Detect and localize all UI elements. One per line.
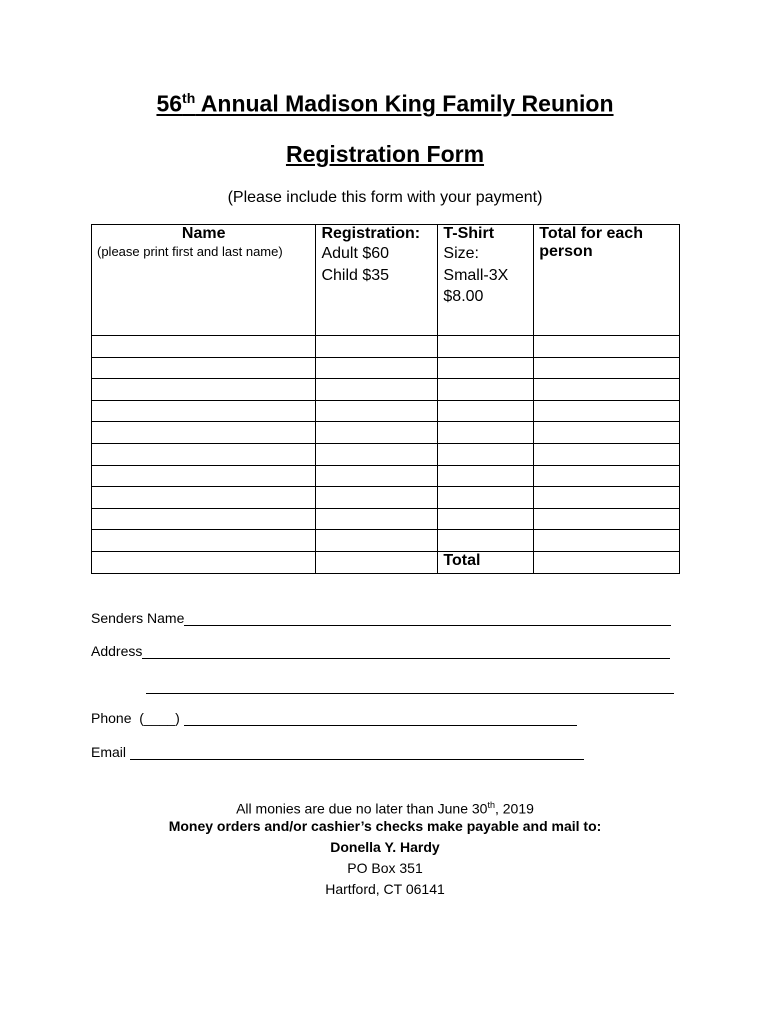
total-label-cell [438,551,534,573]
address-line-1[interactable] [142,644,670,659]
phone-field[interactable] [91,710,577,726]
payee-po-box: PO Box 351 [347,860,423,876]
email-field[interactable] [91,744,584,760]
address-field[interactable] [91,643,670,659]
name-cell[interactable] [92,336,316,358]
payee-name: Donella Y. Hardy [330,839,440,855]
phone-area-code[interactable]: (____) [139,710,180,726]
tshirt-cell[interactable] [438,465,534,487]
registration-table [91,224,680,574]
address-line-2[interactable] [146,679,674,694]
table-row [92,465,680,487]
name-cell[interactable] [92,422,316,444]
senders-name-label: Senders Name [91,610,185,626]
phone-line[interactable] [184,711,577,726]
table-row [92,336,680,358]
registration-cell[interactable] [316,336,438,358]
total-header-line1: Total for each [539,225,643,242]
person-total-cell[interactable] [534,400,680,422]
registration-cell[interactable] [316,530,438,552]
name-cell[interactable] [92,508,316,530]
person-total-cell[interactable] [534,443,680,465]
total-row-name-cell [92,551,316,573]
tshirt-cell[interactable] [438,508,534,530]
tshirt-cell[interactable] [438,487,534,509]
tshirt-cell[interactable] [438,422,534,444]
child-price: Child $35 [321,266,390,284]
table-header-row [92,225,680,336]
tshirt-cell[interactable] [438,379,534,401]
address-line-2-field[interactable] [146,678,674,694]
tshirt-header-cell [438,225,534,336]
payment-note: (Please include this form with your payment) [227,189,543,206]
adult-price: Adult $60 [321,245,390,262]
table-row [92,400,680,422]
total-label: Total [443,551,481,569]
registration-header-cell [316,225,438,336]
person-total-cell[interactable] [534,508,680,530]
name-cell[interactable] [92,400,316,422]
name-cell[interactable] [92,487,316,509]
registration-cell[interactable] [316,465,438,487]
registration-header: Registration: [321,225,421,242]
tshirt-cell[interactable] [438,443,534,465]
tshirt-price: $8.00 [443,288,484,306]
email-label: Email [91,744,127,760]
payee-city: Hartford, CT 06141 [325,881,445,897]
person-total-cell[interactable] [534,422,680,444]
registration-cell[interactable] [316,379,438,401]
registration-cell[interactable] [316,357,438,379]
table-row [92,379,680,401]
email-line[interactable] [130,745,584,760]
form-subtitle: Registration Form [285,141,485,167]
total-row-registration-cell [316,551,438,573]
name-cell[interactable] [92,443,316,465]
phone-label: Phone [91,710,132,726]
tshirt-header: T-Shirt [443,225,495,242]
table-row [92,422,680,444]
person-total-cell[interactable] [534,530,680,552]
payable-instructions: Money orders and/or cashier’s checks make payable and mail to: [168,818,602,834]
senders-name-field[interactable] [91,610,671,626]
person-total-cell[interactable] [534,336,680,358]
address-label: Address [91,643,143,659]
name-header: Name [181,225,226,242]
senders-name-line[interactable] [184,611,671,626]
registration-cell[interactable] [316,487,438,509]
table-row [92,443,680,465]
due-date-text: All monies are due no later than June 30th, 2019 [236,800,534,817]
page-title: 56th Annual Madison King Family Reunion [156,90,614,117]
table-row [92,487,680,509]
registration-cell[interactable] [316,422,438,444]
total-header-cell [534,225,680,336]
tshirt-size-label: Size: [443,245,479,262]
table-row [92,530,680,552]
person-total-cell[interactable] [534,379,680,401]
name-hint: (please print first and last name) [97,244,283,259]
person-total-cell[interactable] [534,487,680,509]
tshirt-cell[interactable] [438,400,534,422]
tshirt-cell[interactable] [438,357,534,379]
name-header-cell [92,225,316,336]
table-row [92,508,680,530]
name-cell[interactable] [92,530,316,552]
person-total-cell[interactable] [534,465,680,487]
grand-total-cell[interactable] [534,551,680,573]
registration-cell[interactable] [316,443,438,465]
table-total-row [92,551,680,573]
table-row [92,357,680,379]
tshirt-cell[interactable] [438,336,534,358]
tshirt-size-range: Small-3X [443,266,509,284]
person-total-cell[interactable] [534,357,680,379]
registration-cell[interactable] [316,400,438,422]
total-header-line2: person [539,243,593,260]
name-cell[interactable] [92,465,316,487]
registration-cell[interactable] [316,508,438,530]
name-cell[interactable] [92,379,316,401]
name-cell[interactable] [92,357,316,379]
tshirt-cell[interactable] [438,530,534,552]
